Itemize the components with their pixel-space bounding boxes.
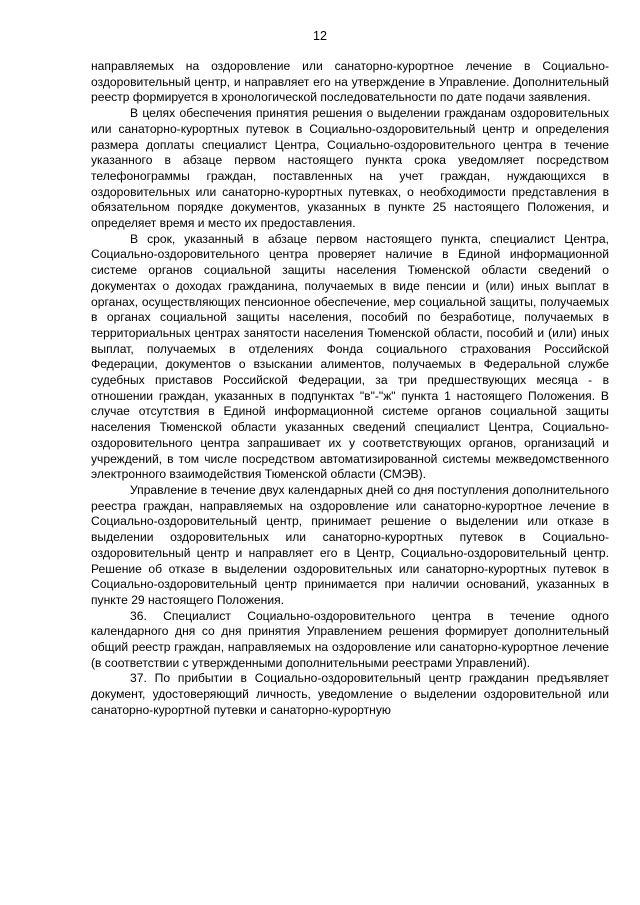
paragraph-continuation: направляемых на оздоровление или санаторно-курортное лечение в Социально-оздоровительный центр, и направляет его на утверждение в Управление. Дополнительный реестр формируется в хронологической последовательности по дате подачи заявления. bbox=[91, 59, 609, 105]
paragraph-income-verification: В срок, указанный в абзаце первом настоящего пункта, специалист Центра, Социально-оздоровительного центра проверяет наличие в Единой информационной системе органов социальной защиты населения Тюменской области сведений о документах о доходах гражданина, получаемых в виде пенсии и (или) иных выплат в органах, осуществляющих пенсионное обеспечение, мер социальной защиты, получаемых в органах социальной защиты населения, пособий по безработице, получаемых в территориальных центрах занятости населения Тюменской области, пособий и (или) иных выплат, получаемых в отделениях Фонда социального страхования Российской Федерации, документов о взыскании алиментов, получаемых в Федеральной службе судебных приставов Российской Федерации, за три предшествующих месяца - в отношении граждан, указанных в подпунктах "в"-"ж" пункта 1 настоящего Положения. В случае отсутствия в Единой информационной системе органов социальной защиты населения Тюменской области указанных сведений специалист Центра, Социально-оздоровительного центра запрашивает их у соответствующих органов, организаций и учреждений, в том числе посредством автоматизированной системы межведомственного электронного взаимодействия Тюменской области (СМЭВ). bbox=[91, 231, 609, 482]
paragraph-item-36: 36. Специалист Социально-оздоровительного центра в течение одного календарного дня со дня принятия Управлением решения формирует дополнительный общий реестр граждан, направляемых на оздоровление или санаторно-курортное лечение (в соответствии с утвержденными дополнительными реестрами Управлений). bbox=[91, 608, 609, 670]
page-number: 12 bbox=[313, 29, 327, 43]
paragraph-department-decision: Управление в течение двух календарных дней со дня поступления дополнительного реестра граждан, направляемых на оздоровление или санаторно-курортное лечение в Социально-оздоровительный центр, принимает решение о выделении или отказе в выделении оздоровительных или санаторно-курортных путевок в Социально-оздоровительный центр и направляет его в Центр, Социально-оздоровительный центр. Решение об отказе в выделении оздоровительных или санаторно-курортных путевок в Социально-оздоровительный центр принимается при наличии оснований, указанных в пункте 29 настоящего Положения. bbox=[91, 482, 609, 607]
paragraph-notification-procedure: В целях обеспечения принятия решения о выделении гражданам оздоровительных или санаторно-курортных путевок в Социально-оздоровительный центр и определения размера доплаты специалист Центра, Социально-оздоровительного центра в течение указанного в абзаце первом настоящего пункта срока уведомляет посредством телефонограммы граждан, поставленных на учет граждан, нуждающихся в оздоровительных или санаторно-курортных путевках, о необходимости представления в обязательном порядке документов, указанных в пункте 25 настоящего Положения, и определяет время и место их предоставления. bbox=[91, 106, 609, 231]
document-body bbox=[91, 59, 609, 719]
paragraph-item-37: 37. По прибытии в Социально-оздоровительный центр гражданин предъявляет документ, удостоверяющий личность, уведомление о выделении оздоровительной или санаторно-курортной путевки и санаторно-курортную bbox=[91, 671, 609, 717]
